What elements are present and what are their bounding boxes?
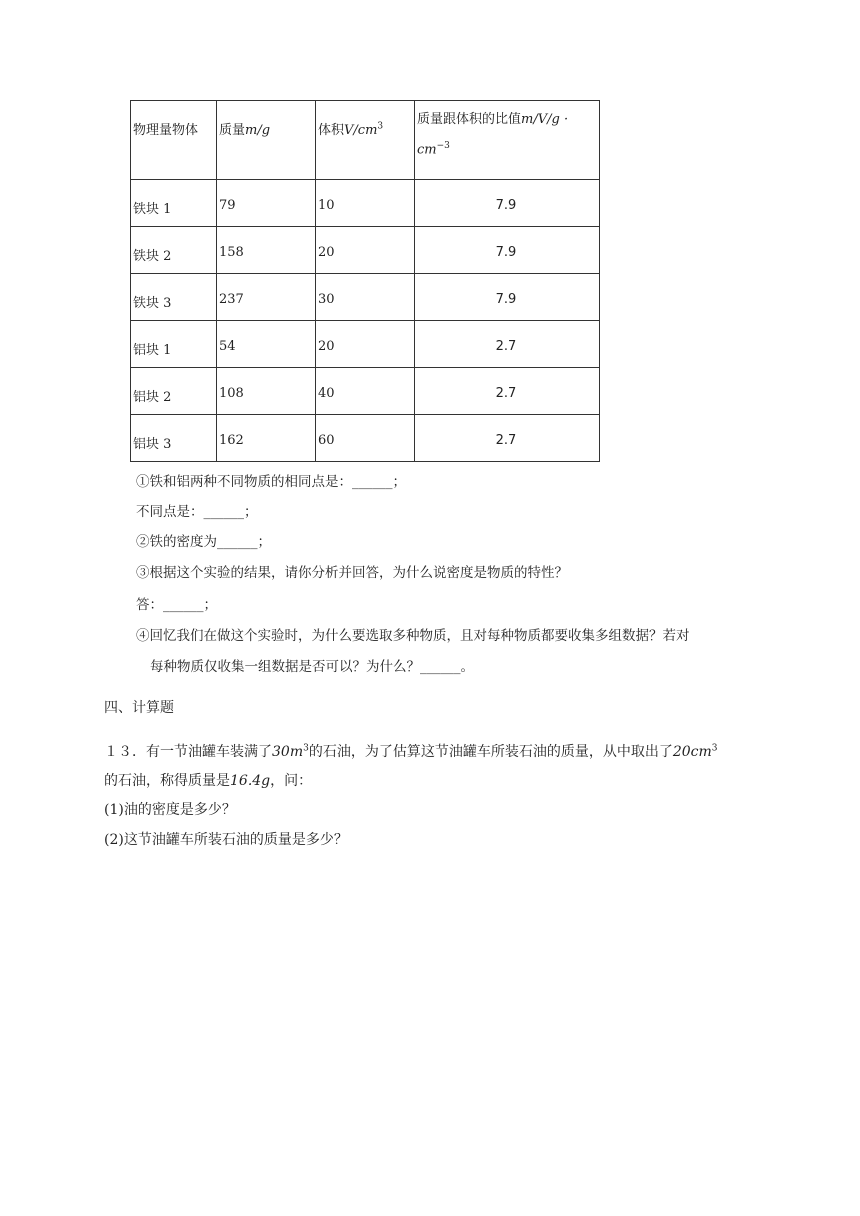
cell-ratio-text: 7.9	[495, 245, 517, 260]
cell-mass	[217, 274, 316, 321]
cell-volume-text: 40	[318, 386, 335, 401]
table-row	[131, 180, 600, 227]
problem-13-line-1: １３．有一节油罐车装满了$30m^3$的石油，为了估算这节油罐车所装石油的质量，从中取出了$20cm^3$	[104, 743, 718, 760]
cell-object	[131, 227, 217, 274]
cell-mass-text: 162	[219, 433, 244, 448]
question-1-difference: 不同点是：______；	[136, 504, 258, 520]
table-row	[131, 321, 600, 368]
cell-volume	[316, 368, 415, 415]
cell-volume	[316, 274, 415, 321]
cell-mass	[217, 368, 316, 415]
table-body	[131, 180, 600, 462]
density-data-table	[130, 100, 600, 462]
cell-mass-text: 54	[219, 339, 236, 354]
cell-object	[131, 180, 217, 227]
cell-mass	[217, 321, 316, 368]
cell-volume	[316, 227, 415, 274]
cell-volume	[316, 415, 415, 462]
cell-ratio	[415, 274, 600, 321]
question-2-density: ②铁的密度为______；	[136, 534, 271, 550]
header-volume: 体积$V/cm^3$	[316, 101, 415, 180]
cell-object	[131, 321, 217, 368]
cell-ratio-text: 2.7	[495, 433, 517, 448]
cell-volume-text: 60	[318, 433, 335, 448]
cell-ratio	[415, 180, 600, 227]
problem-13-sub-1: (1)油的密度是多少？	[104, 802, 236, 818]
table-row	[131, 274, 600, 321]
cell-object-text: 铁块 1	[133, 202, 172, 217]
cell-ratio	[415, 368, 600, 415]
header-mass: 质量m/g	[217, 101, 316, 180]
question-4-line-2: 每种物质仅收集一组数据是否可以？为什么？______。	[150, 659, 474, 675]
cell-volume	[316, 321, 415, 368]
problem-13-sub-2: (2)这节油罐车所装石油的质量是多少？	[104, 832, 348, 848]
question-1-same: ①铁和铝两种不同物质的相同点是：______；	[136, 474, 406, 490]
question-4-line-1: ④回忆我们在做这个实验时，为什么要选取多种物质，且对每种物质都要收集多组数据？若对	[136, 628, 690, 644]
cell-ratio-text: 7.9	[495, 292, 517, 307]
cell-volume-text: 20	[318, 245, 335, 260]
cell-volume-text: 10	[318, 198, 335, 213]
cell-volume	[316, 180, 415, 227]
cell-object	[131, 274, 217, 321]
header-object: 物理量物体	[131, 101, 217, 180]
cell-object	[131, 368, 217, 415]
cell-mass	[217, 180, 316, 227]
table-row	[131, 368, 600, 415]
cell-ratio-text: 7.9	[495, 198, 517, 213]
cell-mass-text: 237	[219, 292, 244, 307]
cell-object-text: 铁块 3	[133, 296, 172, 311]
section-title: 四、计算题	[104, 700, 174, 716]
cell-mass-text: 158	[219, 245, 244, 260]
cell-mass	[217, 415, 316, 462]
cell-ratio	[415, 227, 600, 274]
cell-object-text: 铝块 1	[133, 343, 172, 358]
cell-ratio-text: 2.7	[495, 386, 517, 401]
cell-ratio	[415, 321, 600, 368]
question-3-answer: 答：______；	[136, 597, 217, 613]
cell-object-text: 铁块 2	[133, 249, 172, 264]
cell-ratio	[415, 415, 600, 462]
table-header-row	[131, 101, 600, 180]
cell-object-text: 铝块 2	[133, 390, 172, 405]
cell-object	[131, 415, 217, 462]
cell-ratio-text: 2.7	[495, 339, 517, 354]
question-3: ③根据这个实验的结果，请你分析并回答，为什么说密度是物质的特性？	[136, 565, 568, 581]
table-row	[131, 415, 600, 462]
cell-mass-text: 79	[219, 198, 236, 213]
cell-mass	[217, 227, 316, 274]
header-ratio: 质量跟体积的比值m/V/g · $cm^{-3}$	[415, 101, 600, 180]
cell-volume-text: 20	[318, 339, 335, 354]
problem-13-line-2: 的石油，称得质量是16.4g，问：	[104, 773, 313, 789]
cell-volume-text: 30	[318, 292, 335, 307]
cell-object-text: 铝块 3	[133, 437, 172, 452]
table-row	[131, 227, 600, 274]
cell-mass-text: 108	[219, 386, 244, 401]
